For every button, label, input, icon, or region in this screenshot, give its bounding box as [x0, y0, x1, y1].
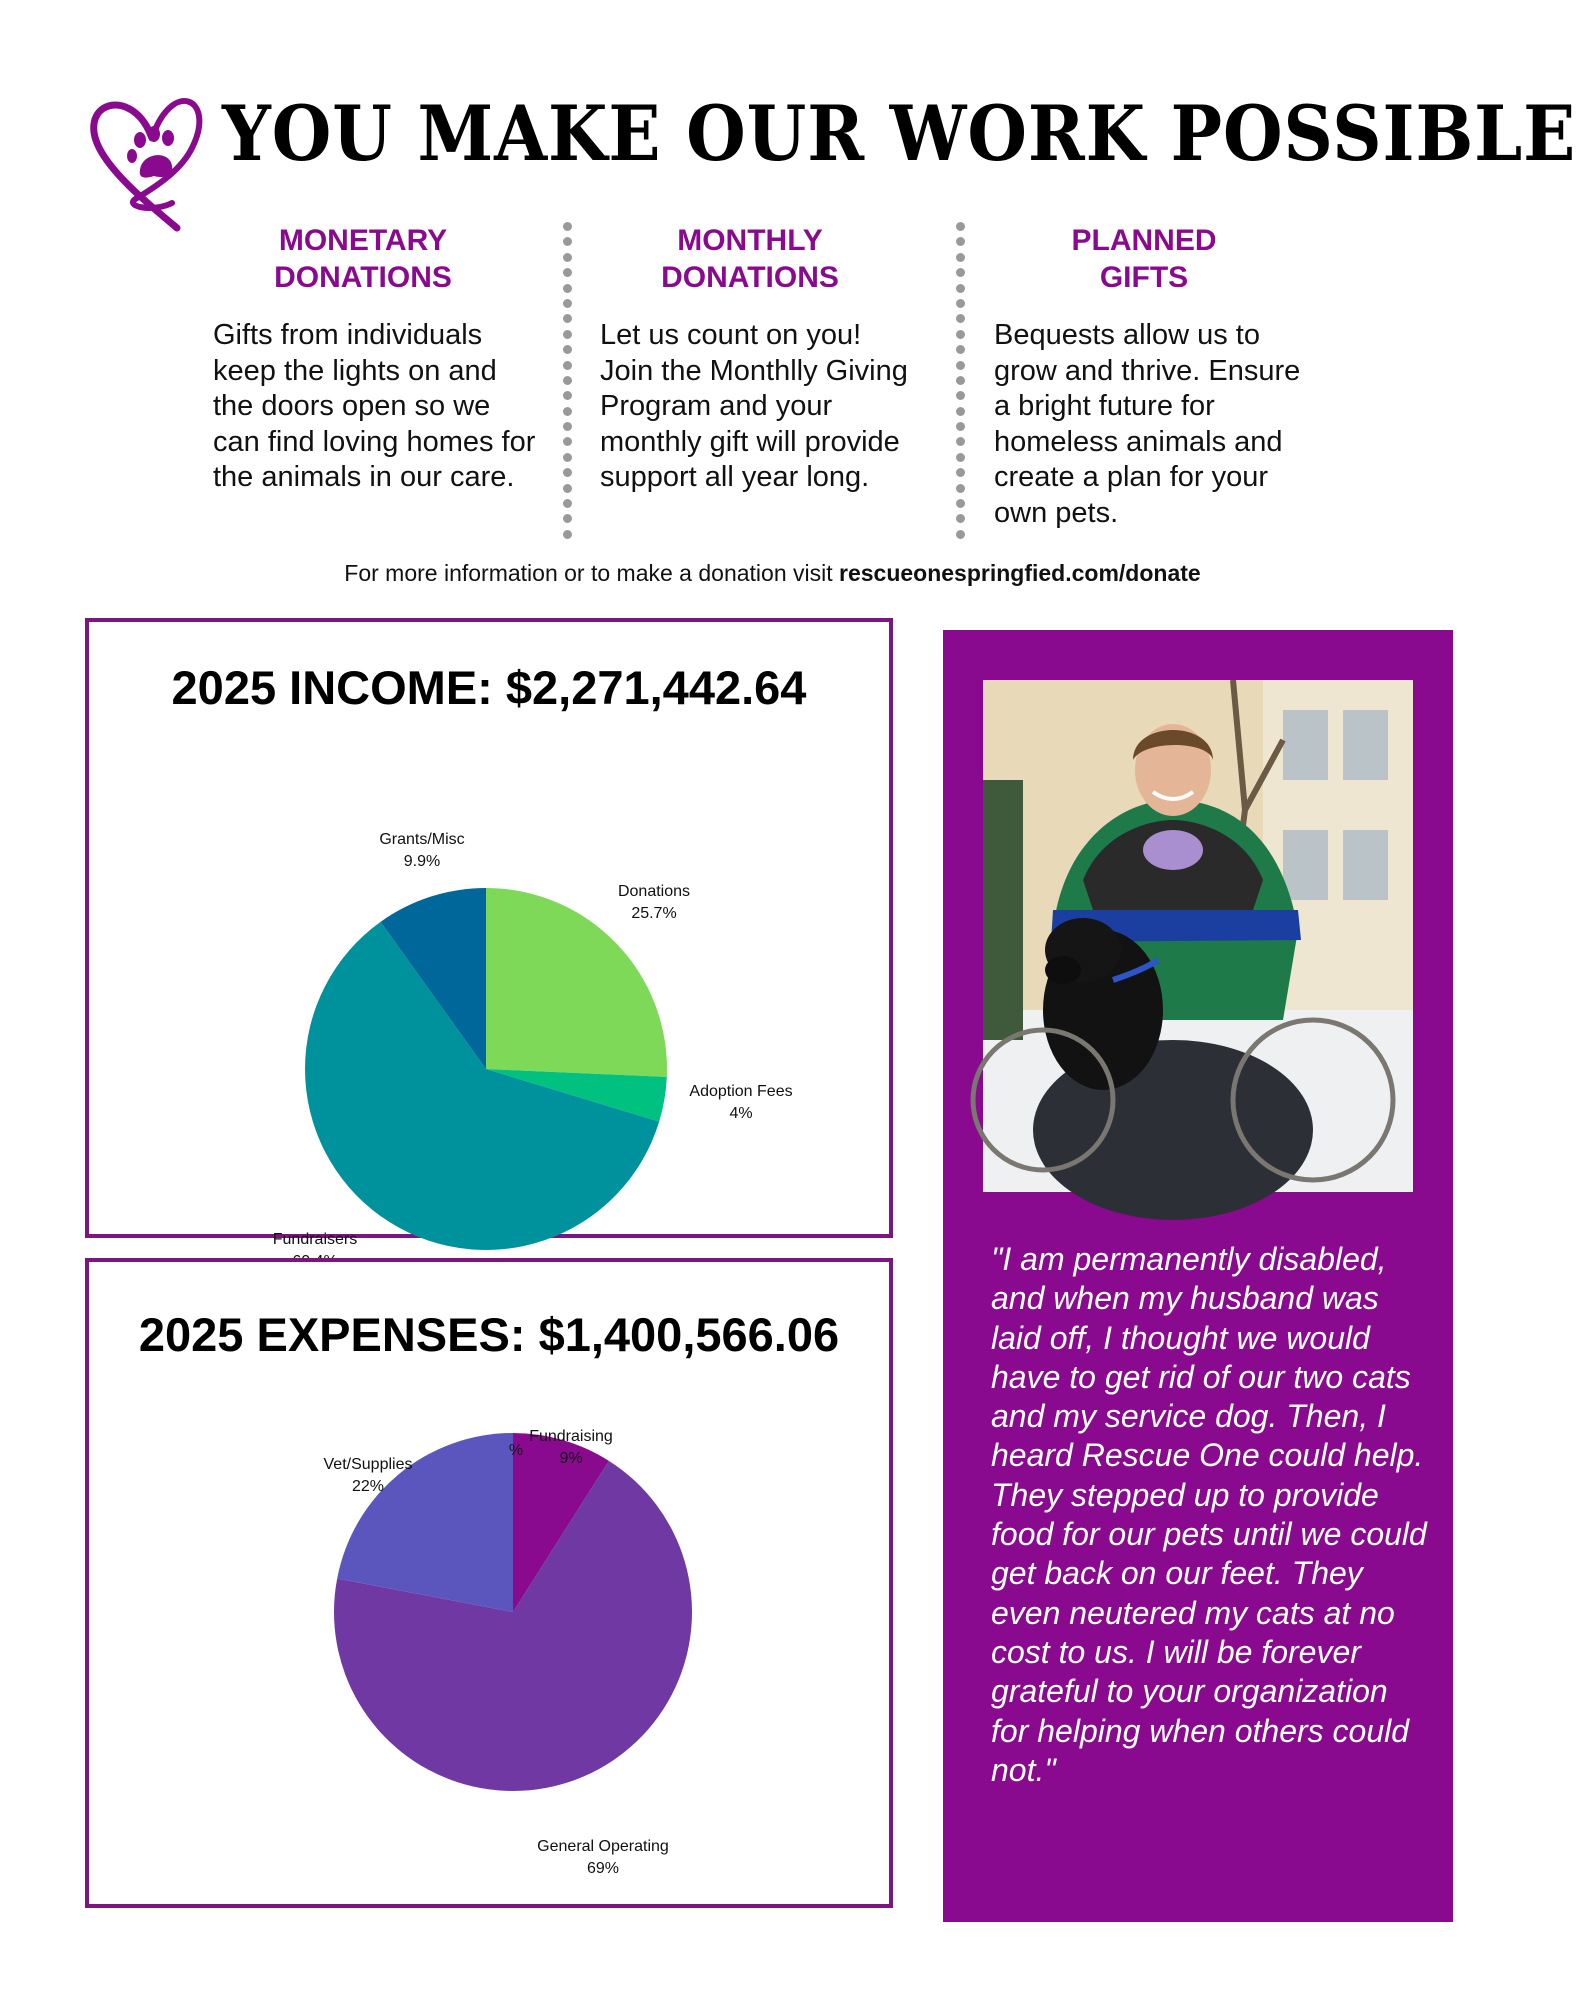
- pie-label-category: Grants/Misc: [379, 831, 465, 848]
- income-chart-box: [85, 618, 893, 1248]
- donate-link[interactable]: rescueonespringfied.com/donate: [839, 560, 1201, 586]
- pie-label-category: Adoption Fees: [689, 1083, 793, 1100]
- pie-label-category: Vet/Supplies: [323, 1456, 413, 1473]
- monthly-donations-section: [600, 222, 960, 496]
- pie-annotation: %: [508, 1442, 524, 1459]
- pie-label-category: Fundraisers: [272, 1231, 358, 1248]
- heading-line-2: DONATIONS: [661, 261, 839, 294]
- pie-label-value: 69%: [586, 1860, 620, 1877]
- expenses-pie-chart: [89, 1377, 889, 1897]
- planned-gifts-section: [994, 222, 1354, 531]
- testimonial-quote: "I am permanently disabled, and when my husband was laid off, I thought we would have to get rid of our two cats and my service dog. Then, I heard Rescue One could help. They stepped up to provide food for our pets until we could get back on our feet. They even neutered my cats at no cost to us. I will be forever grateful to your organization for helping when others could not.": [991, 1241, 1427, 1788]
- section-body: Gifts from individuals keep the lights on and the doors open so we can find loving homes for the animals in our care.: [213, 319, 536, 493]
- section-heading: [600, 222, 900, 296]
- income-pie-chart: [89, 732, 889, 1248]
- heading-line-1: PLANNED: [1071, 224, 1217, 257]
- section-body: Bequests allow us to grow and thrive. Ensure a bright future for homeless animals and create a plan for your own pets.: [994, 319, 1301, 529]
- column-divider: [563, 222, 573, 532]
- heart-paw-icon: [92, 78, 202, 230]
- heading-line-2: DONATIONS: [274, 261, 452, 294]
- pie-label-value: 25.7%: [631, 905, 677, 922]
- pie-label-category: Fundraising: [529, 1428, 613, 1445]
- section-heading: [213, 222, 513, 296]
- heading-line-1: MONTHLY: [677, 224, 823, 257]
- expenses-chart-title: 2025 EXPENSES: $1,400,566.06: [138, 1308, 840, 1361]
- info-text: For more information or to make a donation visit: [344, 560, 839, 586]
- section-heading: [994, 222, 1294, 296]
- heading-line-2: GIFTS: [1099, 261, 1189, 294]
- pie-label-value: 22%: [351, 1478, 385, 1495]
- pie-label-category: General Operating: [537, 1838, 669, 1855]
- donation-info: [0, 560, 1545, 587]
- pie-label-value: 9%: [559, 1450, 583, 1467]
- section-body: Let us count on you! Join the Monthlly Giving Program and your monthly gift will provide support all year long.: [600, 319, 908, 493]
- monetary-donations-section: [213, 222, 573, 496]
- testimonial-photo: [983, 680, 1413, 1192]
- pie-label-value: 4%: [729, 1105, 753, 1122]
- pie-label-category: Donations: [617, 883, 691, 900]
- income-chart-title: 2025 INCOME: $2,271,442.64: [171, 661, 807, 714]
- heading-line-1: MONETARY: [278, 224, 448, 257]
- pie-label-value: 9.9%: [403, 853, 441, 870]
- testimonial-panel: [943, 630, 1453, 1922]
- column-divider: [956, 222, 966, 532]
- page-title: YOU MAKE OUR WORK POSSIBLE: [222, 89, 1576, 178]
- expenses-chart-box: [85, 1258, 893, 1908]
